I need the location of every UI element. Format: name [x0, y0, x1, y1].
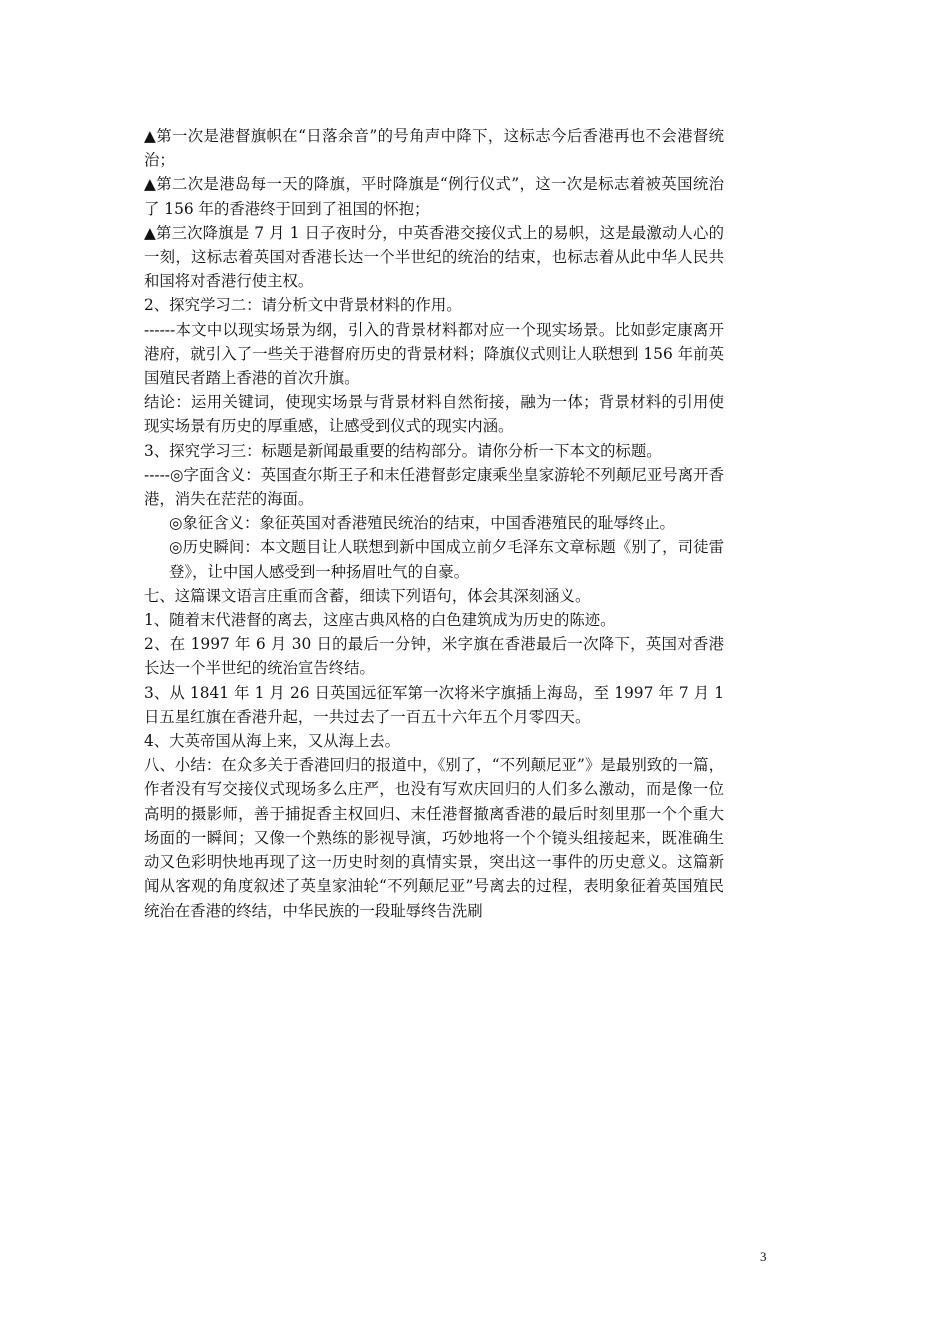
- paragraph-summary: 八、小结：在众多关于香港回归的报道中，《别了，“不列颠尼亚”》是最别致的一篇，作者没有写交接仪式现场多么庄严，也没有写欢庆回归的人们多么激动，而是像一位高明的摄影师，善于捕捉香主权回归、末任港督撤离香港的最后时刻里那一个个重大场面的一瞬间；又像一个熟练的影视导演，巧妙地将一个个镜头组接起来，既准确生动又色彩明快地再现了这一历史时刻的真情实景，突出这一事件的历史意义。这篇新闻从客观的角度叙述了英皇家油轮“不列颠尼亚”号离去的过程，表明象征着英国殖民统治在香港的终结，中华民族的一段耻辱终告洗刷: [144, 756, 724, 920]
- paragraph-sentence-three: 3、从 1841 年 1 月 26 日英国远征军第一次将米字旗插上海岛，至 1997 年 7 月 1 日五星红旗在香港升起，一共过去了一百五十六年五个月零四天。: [144, 683, 724, 726]
- paragraph-symbolic-meaning: ◎象征含义：象征英国对香港殖民统治的结束，中国香港殖民的耻辱终止。: [169, 514, 675, 533]
- paragraph-sentence-two: 2、在 1997 年 6 月 30 日的最后一分钟，米字旗在香港最后一次降下，英国对香港长达一个半世纪的统治宣告终结。: [144, 635, 724, 678]
- paragraph-literal-meaning: -----◎字面含义：英国查尔斯王子和末任港督彭定康乘坐皇家游轮不列颠尼亚号离开香港，消失在茫茫的海面。: [144, 465, 724, 509]
- document-body: [144, 124, 724, 923]
- paragraph-inquiry-two: 2、探究学习二：请分析文中背景材料的作用。: [144, 296, 462, 315]
- paragraph-conclusion: 结论：运用关键词，使现实场景与背景材料自然衔接，融为一体；背景材料的引用使现实场景有历史的厚重感，让感受到仪式的现实内涵。: [144, 393, 724, 436]
- paragraph-sentence-four: 4、大英帝国从海上来，又从海上去。: [144, 732, 401, 751]
- page-number: 3: [760, 1249, 767, 1264]
- paragraph-section-seven: 七、这篇课文语言庄重而含蓄，细读下列语句，体会其深刻涵义。: [144, 586, 591, 605]
- paragraph-first-lowering: ▲第一次是港督旗帜在“日落余音”的号角声中降下，这标志今后香港再也不会港督统治；: [144, 127, 724, 170]
- paragraph-third-lowering: ▲第三次降旗是 7 月 1 日子夜时分，中英香港交接仪式上的易帜，这是最激动人心的一刻，这标志着英国对香港长达一个半世纪的统治的结束，也标志着从此中华人民共和国将对香港行使主权。: [144, 223, 724, 291]
- paragraph-inquiry-three: 3、探究学习三：标题是新闻最重要的结构部分。请你分析一下本文的标题。: [144, 441, 662, 460]
- paragraph-second-lowering: ▲第二次是港岛每一天的降旗，平时降旗是“例行仪式”，这一次是标志着被英国统治了 156 年的香港终于回到了祖国的怀抱；: [144, 175, 724, 218]
- paragraph-historical-moment: ◎历史瞬间：本文题目让人联想到新中国成立前夕毛泽东文章标题《别了，司徒雷登》，让中国人感受到一种扬眉吐气的自豪。: [169, 538, 724, 581]
- paragraph-background-material: ------本文中以现实场景为纲，引入的背景材料都对应一个现实场景。比如彭定康离开港府，就引入了一些关于港督府历史的背景材料；降旗仪式则让人联想到 156 年前英国殖民者踏上香港的首次升旗。: [144, 320, 724, 388]
- paragraph-sentence-one: 1、随着末代港督的离去，这座古典风格的白色建筑成为历史的陈迹。: [144, 611, 616, 630]
